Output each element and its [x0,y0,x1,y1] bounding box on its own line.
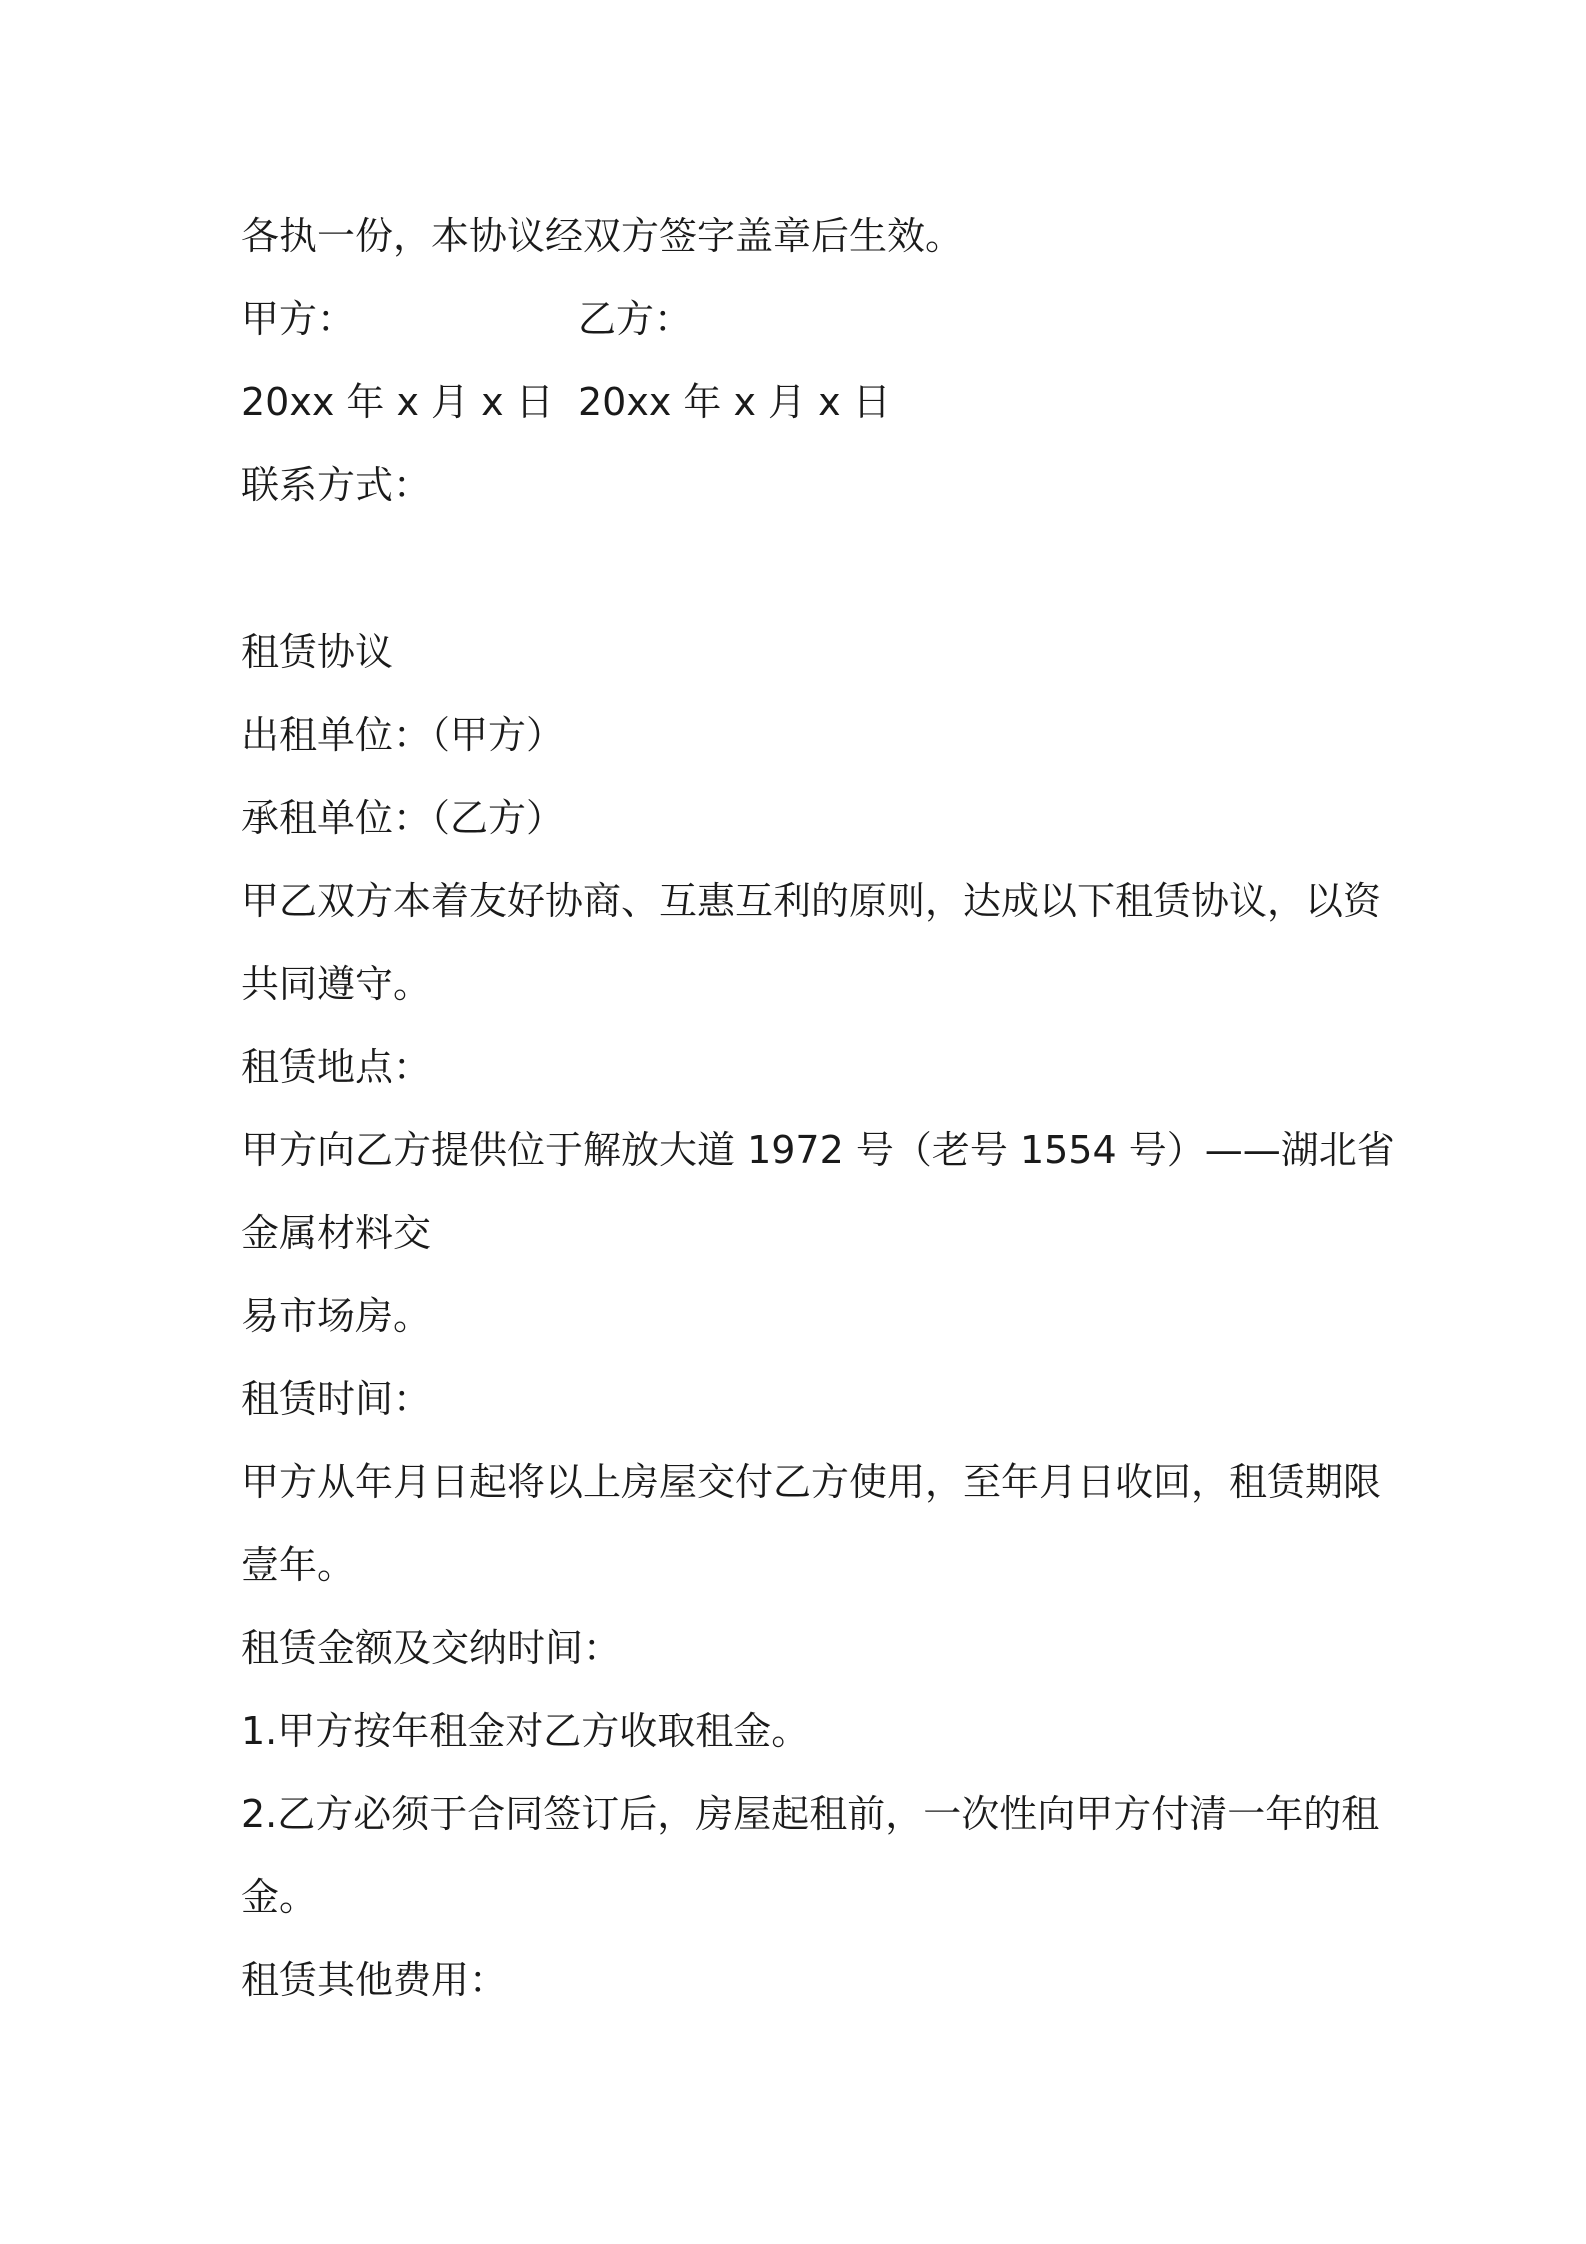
time-line-1: 甲方从年月日起将以上房屋交付乙方使用，至年月日收回，租赁期限 [241,1460,1382,1504]
date-b: 20xx 年 x 月 x 日 [578,380,891,424]
time-heading: 租赁时间： [241,1377,432,1421]
intro-paragraph-line-1: 甲乙双方本着友好协商、互惠互利的原则，达成以下租赁协议，以资 [241,879,1382,923]
party-a-label: 甲方： [241,297,356,341]
amount-item-2-line-1: 2.乙方必须于合同签订后，房屋起租前，一次性向甲方付清一年的租 [241,1792,1380,1836]
contact-label: 联系方式： [241,463,432,507]
agreement-title: 租赁协议 [241,630,394,674]
location-line-2: 金属材料交 [241,1211,432,1255]
location-line-1: 甲方向乙方提供位于解放大道 1972 号（老号 1554 号）——湖北省 [241,1128,1395,1172]
other-fees-heading: 租赁其他费用： [241,1958,508,2002]
intro-paragraph-line-2: 共同遵守。 [241,962,432,1006]
lessee-line: 承租单位：（乙方） [241,796,565,840]
amount-item-1: 1.甲方按年租金对乙方收取租金。 [241,1709,810,1753]
signature-row [241,294,355,344]
amount-heading: 租赁金额及交纳时间： [241,1626,622,1670]
amount-item-2-line-2: 金。 [241,1875,318,1919]
location-heading: 租赁地点： [241,1045,432,1089]
time-line-2: 壹年。 [241,1543,356,1587]
effective-clause: 各执一份，本协议经双方签字盖章后生效。 [241,214,964,258]
date-a: 20xx 年 x 月 x 日 [241,380,554,424]
lessor-line: 出租单位：（甲方） [241,713,565,757]
location-line-3: 易市场房。 [241,1294,432,1338]
party-b-label: 乙方： [578,297,693,341]
